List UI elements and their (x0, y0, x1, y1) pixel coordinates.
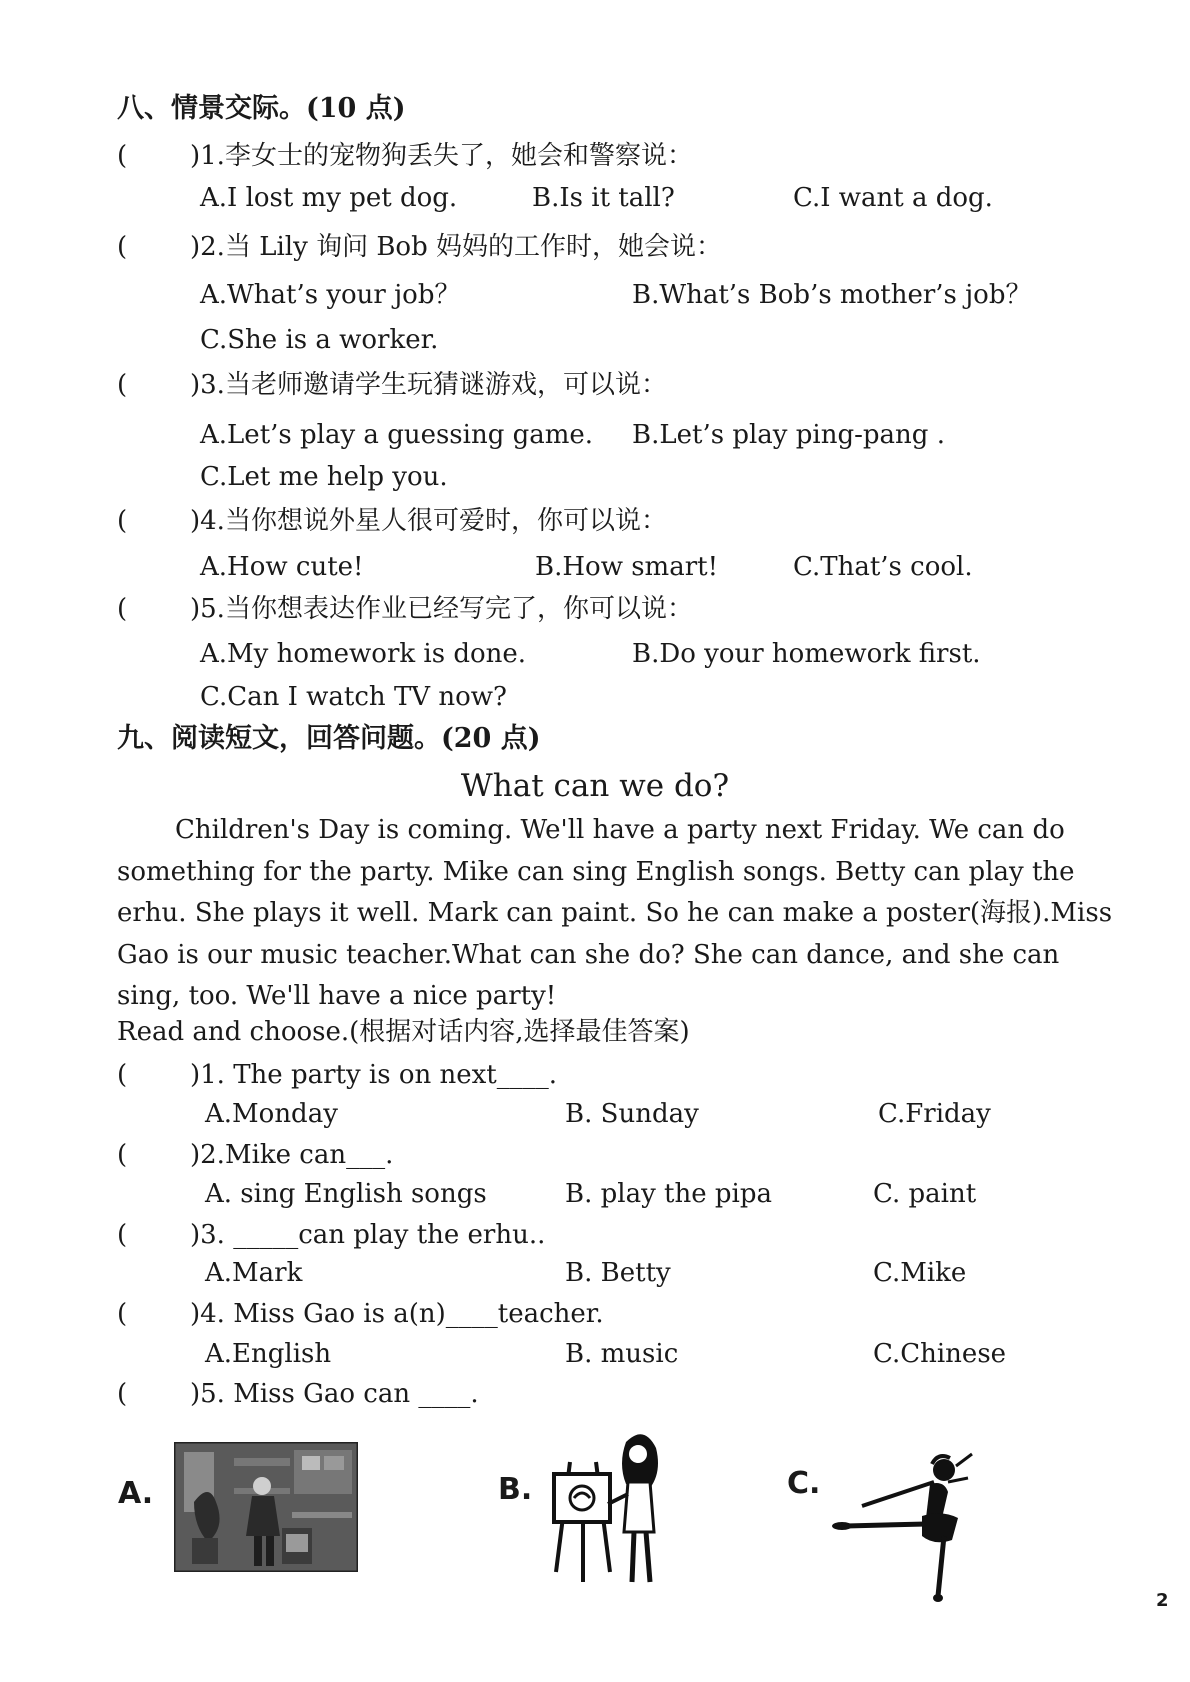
option-c: C.Mike (873, 1258, 967, 1288)
singing-scene-picture (174, 1442, 358, 1572)
page-number: 2 (1156, 1590, 1169, 1611)
option-b: B.Let’s play ping-pang . (632, 420, 945, 450)
option-b: B. Betty (565, 1258, 671, 1288)
question-stem: )3.当老师邀请学生玩猜谜游戏，可以说： (190, 370, 667, 400)
option-c: C.Chinese (873, 1339, 1007, 1369)
question-stem: )5.当你想表达作业已经写完了，你可以说： (190, 594, 693, 624)
option-c: C.I want a dog. (793, 183, 993, 213)
instruction: Read and choose.(根据对话内容,选择最佳答案) (117, 1017, 690, 1047)
answer-paren: ( (117, 141, 128, 171)
question-stem: )2.Mike can___. (190, 1140, 394, 1170)
answer-paren: ( (117, 1379, 128, 1409)
answer-paren: ( (117, 1140, 128, 1170)
painting-girl-picture (546, 1422, 666, 1590)
question-stem: )4. Miss Gao is a(n)____teacher. (190, 1299, 604, 1329)
question-stem: )5. Miss Gao can ____. (190, 1379, 479, 1409)
answer-paren: ( (117, 370, 128, 400)
section-8-header: 八、情景交际。(10 点) (117, 93, 406, 124)
option-c: C.Can I watch TV now? (200, 682, 507, 712)
option-a: A.Monday (205, 1099, 338, 1129)
option-c: C. paint (873, 1179, 977, 1209)
option-a: A.My homework is done. (200, 639, 527, 669)
question-stem: )2.当 Lily 询问 Bob 妈妈的工作时，她会说： (190, 232, 722, 262)
option-c: C.She is a worker. (200, 325, 439, 355)
picture-option-c-label: C. (787, 1466, 821, 1501)
answer-paren: ( (117, 594, 128, 624)
option-a: A.What’s your job？ (200, 280, 461, 310)
dancing-woman-picture (826, 1448, 976, 1604)
option-a: A.I lost my pet dog. (200, 183, 458, 213)
section-9-header: 九、阅读短文，回答问题。(20 点) (117, 723, 541, 754)
picture-option-a-label: A. (118, 1476, 154, 1511)
option-a: A.Let’s play a guessing game. (200, 420, 594, 450)
option-b: B. Sunday (565, 1099, 699, 1129)
picture-option-b-label: B. (498, 1472, 533, 1507)
option-a: A.English (205, 1339, 332, 1369)
reading-passage: Children's Day is coming. We'll have a party next Friday. We can do something for the party. Mike can sing English songs. Betty can play the erhu. She plays it well. Mark can paint. So he can make a poster(海报).Miss Gao is our music teacher.What can she do? She can dance, and she can sing, too. We'll have a nice party! (117, 815, 1113, 1012)
question-stem: )3. _____can play the erhu.. (190, 1220, 546, 1250)
option-a: A.How cute! (200, 552, 364, 582)
answer-paren: ( (117, 506, 128, 536)
option-a: A. sing English songs (205, 1179, 487, 1209)
passage-title: What can we do? (460, 768, 730, 804)
question-stem: )4.当你想说外星人很可爱时，你可以说： (190, 506, 667, 536)
option-a: A.Mark (205, 1258, 303, 1288)
question-stem: )1. The party is on next____. (190, 1060, 558, 1090)
option-c: C.Let me help you. (200, 462, 448, 492)
option-c: C.That’s cool. (793, 552, 973, 582)
answer-paren: ( (117, 1299, 128, 1329)
option-b: B. music (565, 1339, 679, 1369)
option-b: B.What’s Bob’s mother’s job？ (632, 280, 1032, 310)
answer-paren: ( (117, 1220, 128, 1250)
option-b: B.Is it tall? (532, 183, 675, 213)
question-stem: )1.李女士的宠物狗丢失了，她会和警察说： (190, 141, 693, 171)
answer-paren: ( (117, 232, 128, 262)
option-c: C.Friday (878, 1099, 991, 1129)
option-b: B. play the pipa (565, 1179, 772, 1209)
answer-paren: ( (117, 1060, 128, 1090)
option-b: B.Do your homework first. (632, 639, 981, 669)
option-b: B.How smart! (535, 552, 719, 582)
